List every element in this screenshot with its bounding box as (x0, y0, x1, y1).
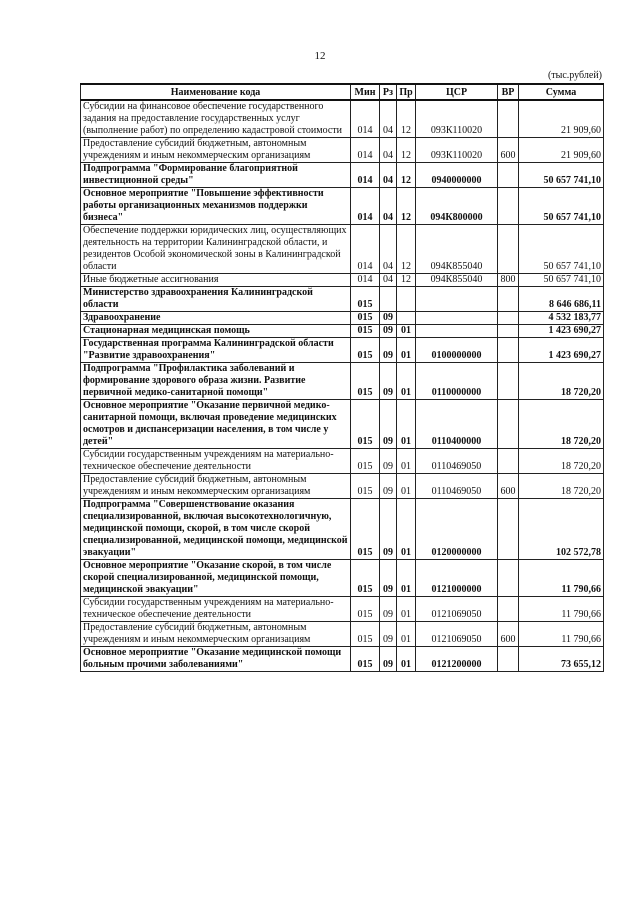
cell-csr: 0121069050 (416, 622, 498, 647)
table-row (81, 622, 604, 647)
cell-rz (380, 287, 397, 312)
cell-vr (498, 312, 519, 325)
cell-vr (498, 325, 519, 338)
cell-rz: 09 (380, 647, 397, 672)
cell-name: Субсидии на финансовое обеспечение государственного задания на предоставление государственных услуг (выполнение работ) по определению кадастровой стоимости (81, 100, 351, 138)
cell-name: Предоставление субсидий бюджетным, автономным учреждениям и иным некоммерческим организациям (81, 622, 351, 647)
cell-rz: 04 (380, 188, 397, 225)
cell-min: 015 (351, 312, 380, 325)
table-row (81, 647, 604, 672)
cell-pr: 01 (397, 338, 416, 363)
cell-sum: 18 720,20 (519, 400, 604, 449)
cell-min: 015 (351, 474, 380, 499)
cell-name: Основное мероприятие "Оказание скорой, в том числе скорой специализированной, медицинской помощи, медицинской эвакуации" (81, 560, 351, 597)
cell-pr: 01 (397, 449, 416, 474)
cell-min: 015 (351, 499, 380, 560)
cell-sum: 8 646 686,11 (519, 287, 604, 312)
cell-vr (498, 225, 519, 274)
table-row (81, 474, 604, 499)
header-csr: ЦСР (416, 84, 498, 100)
cell-rz: 04 (380, 274, 397, 287)
header-name: Наименование кода (81, 84, 351, 100)
cell-csr: 094К855040 (416, 225, 498, 274)
cell-rz: 09 (380, 474, 397, 499)
table-row (81, 188, 604, 225)
cell-rz: 09 (380, 499, 397, 560)
table-row (81, 138, 604, 163)
cell-rz: 04 (380, 225, 397, 274)
table-row (81, 597, 604, 622)
cell-min: 014 (351, 225, 380, 274)
cell-rz: 09 (380, 338, 397, 363)
cell-name: Субсидии государственным учреждениям на материально-техническое обеспечение деятельности (81, 597, 351, 622)
cell-csr: 0121200000 (416, 647, 498, 672)
table-row (81, 449, 604, 474)
cell-sum: 102 572,78 (519, 499, 604, 560)
cell-csr: 094К800000 (416, 188, 498, 225)
cell-name: Субсидии государственным учреждениям на материально-техническое обеспечение деятельности (81, 449, 351, 474)
table-body (81, 100, 604, 672)
table-row (81, 274, 604, 287)
page-number: 12 (314, 50, 326, 62)
cell-name: Предоставление субсидий бюджетным, автономным учреждениям и иным некоммерческим организациям (81, 474, 351, 499)
cell-sum: 11 790,66 (519, 560, 604, 597)
cell-csr: 0110000000 (416, 363, 498, 400)
cell-min: 014 (351, 274, 380, 287)
cell-sum: 1 423 690,27 (519, 325, 604, 338)
cell-sum: 11 790,66 (519, 597, 604, 622)
cell-name: Подпрограмма "Профилактика заболеваний и формирование здорового образа жизни. Развитие первичной медико-санитарной помощи" (81, 363, 351, 400)
cell-pr: 12 (397, 274, 416, 287)
cell-name: Основное мероприятие "Повышение эффективности работы организационных механизмов поддержки бизнеса" (81, 188, 351, 225)
cell-sum: 11 790,66 (519, 622, 604, 647)
cell-csr: 0100000000 (416, 338, 498, 363)
cell-rz: 04 (380, 138, 397, 163)
cell-min: 014 (351, 100, 380, 138)
cell-name: Предоставление субсидий бюджетным, автономным учреждениям и иным некоммерческим организациям (81, 138, 351, 163)
cell-csr: 0121000000 (416, 560, 498, 597)
table-row (81, 312, 604, 325)
cell-pr: 01 (397, 597, 416, 622)
cell-rz: 09 (380, 597, 397, 622)
table-row (81, 338, 604, 363)
cell-min: 015 (351, 400, 380, 449)
cell-pr: 01 (397, 647, 416, 672)
table-row (81, 225, 604, 274)
table-row (81, 560, 604, 597)
cell-rz: 09 (380, 622, 397, 647)
cell-pr: 12 (397, 225, 416, 274)
cell-rz: 09 (380, 325, 397, 338)
cell-csr: 0110400000 (416, 400, 498, 449)
cell-pr: 01 (397, 622, 416, 647)
cell-pr: 01 (397, 499, 416, 560)
table-row (81, 163, 604, 188)
cell-vr (498, 647, 519, 672)
cell-vr: 800 (498, 274, 519, 287)
cell-vr (498, 100, 519, 138)
cell-vr (498, 363, 519, 400)
cell-sum: 50 657 741,10 (519, 188, 604, 225)
cell-vr (498, 338, 519, 363)
cell-sum: 50 657 741,10 (519, 274, 604, 287)
cell-min: 014 (351, 163, 380, 188)
cell-pr: 01 (397, 400, 416, 449)
cell-name: Основное мероприятие "Оказание медицинской помощи больным прочими заболеваниями" (81, 647, 351, 672)
cell-sum: 21 909,60 (519, 138, 604, 163)
units-label: (тыс.рублей) (547, 70, 602, 81)
table-row (81, 499, 604, 560)
cell-sum: 18 720,20 (519, 449, 604, 474)
cell-min: 015 (351, 449, 380, 474)
cell-vr (498, 560, 519, 597)
cell-rz: 09 (380, 312, 397, 325)
cell-min: 015 (351, 622, 380, 647)
cell-vr (498, 597, 519, 622)
cell-min: 015 (351, 560, 380, 597)
cell-rz: 04 (380, 100, 397, 138)
cell-name: Основное мероприятие "Оказание первичной медико-санитарной помощи, включая проведение медицинских осмотров и диспансеризации населения, в том числе у детей" (81, 400, 351, 449)
cell-name: Подпрограмма "Формирование благоприятной инвестиционной среды" (81, 163, 351, 188)
cell-rz: 09 (380, 449, 397, 474)
cell-vr (498, 449, 519, 474)
cell-pr (397, 287, 416, 312)
cell-sum: 1 423 690,27 (519, 338, 604, 363)
table-header-row (81, 84, 604, 100)
cell-min: 015 (351, 287, 380, 312)
table-row (81, 400, 604, 449)
cell-pr: 12 (397, 100, 416, 138)
table-row (81, 287, 604, 312)
cell-vr (498, 287, 519, 312)
table-row (81, 325, 604, 338)
cell-csr: 093К110020 (416, 138, 498, 163)
cell-min: 015 (351, 597, 380, 622)
cell-sum: 18 720,20 (519, 474, 604, 499)
cell-csr: 0940000000 (416, 163, 498, 188)
header-pr: Пр (397, 84, 416, 100)
cell-csr (416, 312, 498, 325)
cell-pr: 01 (397, 474, 416, 499)
cell-vr (498, 400, 519, 449)
cell-name: Здравоохранение (81, 312, 351, 325)
cell-vr: 600 (498, 474, 519, 499)
cell-min: 015 (351, 338, 380, 363)
cell-min: 015 (351, 325, 380, 338)
cell-csr: 093К110020 (416, 100, 498, 138)
cell-pr: 12 (397, 163, 416, 188)
cell-name: Иные бюджетные ассигнования (81, 274, 351, 287)
header-rz: Рз (380, 84, 397, 100)
cell-sum: 18 720,20 (519, 363, 604, 400)
cell-pr: 12 (397, 188, 416, 225)
table-row (81, 100, 604, 138)
cell-name: Стационарная медицинская помощь (81, 325, 351, 338)
cell-rz: 09 (380, 560, 397, 597)
cell-vr: 600 (498, 622, 519, 647)
cell-csr: 0121069050 (416, 597, 498, 622)
cell-sum: 21 909,60 (519, 100, 604, 138)
cell-pr: 12 (397, 138, 416, 163)
cell-vr (498, 188, 519, 225)
cell-sum: 50 657 741,10 (519, 163, 604, 188)
cell-name: Обеспечение поддержки юридических лиц, осуществляющих деятельность на территории Калининградской области, и резидентов Особой экономической зоны в Калининградской области (81, 225, 351, 274)
cell-name: Министерство здравоохранения Калининградской области (81, 287, 351, 312)
cell-min: 014 (351, 188, 380, 225)
cell-rz: 04 (380, 163, 397, 188)
cell-csr: 094К855040 (416, 274, 498, 287)
cell-csr (416, 287, 498, 312)
cell-pr: 01 (397, 560, 416, 597)
table-row (81, 363, 604, 400)
cell-min: 015 (351, 363, 380, 400)
cell-rz: 09 (380, 363, 397, 400)
cell-name: Подпрограмма "Совершенствование оказания специализированной, включая высокотехнологичную, медицинской помощи, скорой, в том числе скорой специализированной, медицинской помощи, медицинской эвакуации" (81, 499, 351, 560)
cell-pr (397, 312, 416, 325)
cell-vr: 600 (498, 138, 519, 163)
cell-pr: 01 (397, 363, 416, 400)
cell-sum: 4 532 183,77 (519, 312, 604, 325)
cell-name: Государственная программа Калининградской области "Развитие здравоохранения" (81, 338, 351, 363)
cell-sum: 50 657 741,10 (519, 225, 604, 274)
cell-csr (416, 325, 498, 338)
header-sum: Сумма (519, 84, 604, 100)
cell-csr: 0120000000 (416, 499, 498, 560)
header-min: Мин (351, 84, 380, 100)
cell-csr: 0110469050 (416, 449, 498, 474)
cell-min: 014 (351, 138, 380, 163)
cell-min: 015 (351, 647, 380, 672)
cell-csr: 0110469050 (416, 474, 498, 499)
cell-sum: 73 655,12 (519, 647, 604, 672)
cell-pr: 01 (397, 325, 416, 338)
cell-rz: 09 (380, 400, 397, 449)
cell-vr (498, 499, 519, 560)
header-vr: ВР (498, 84, 519, 100)
cell-vr (498, 163, 519, 188)
budget-table (80, 83, 604, 672)
